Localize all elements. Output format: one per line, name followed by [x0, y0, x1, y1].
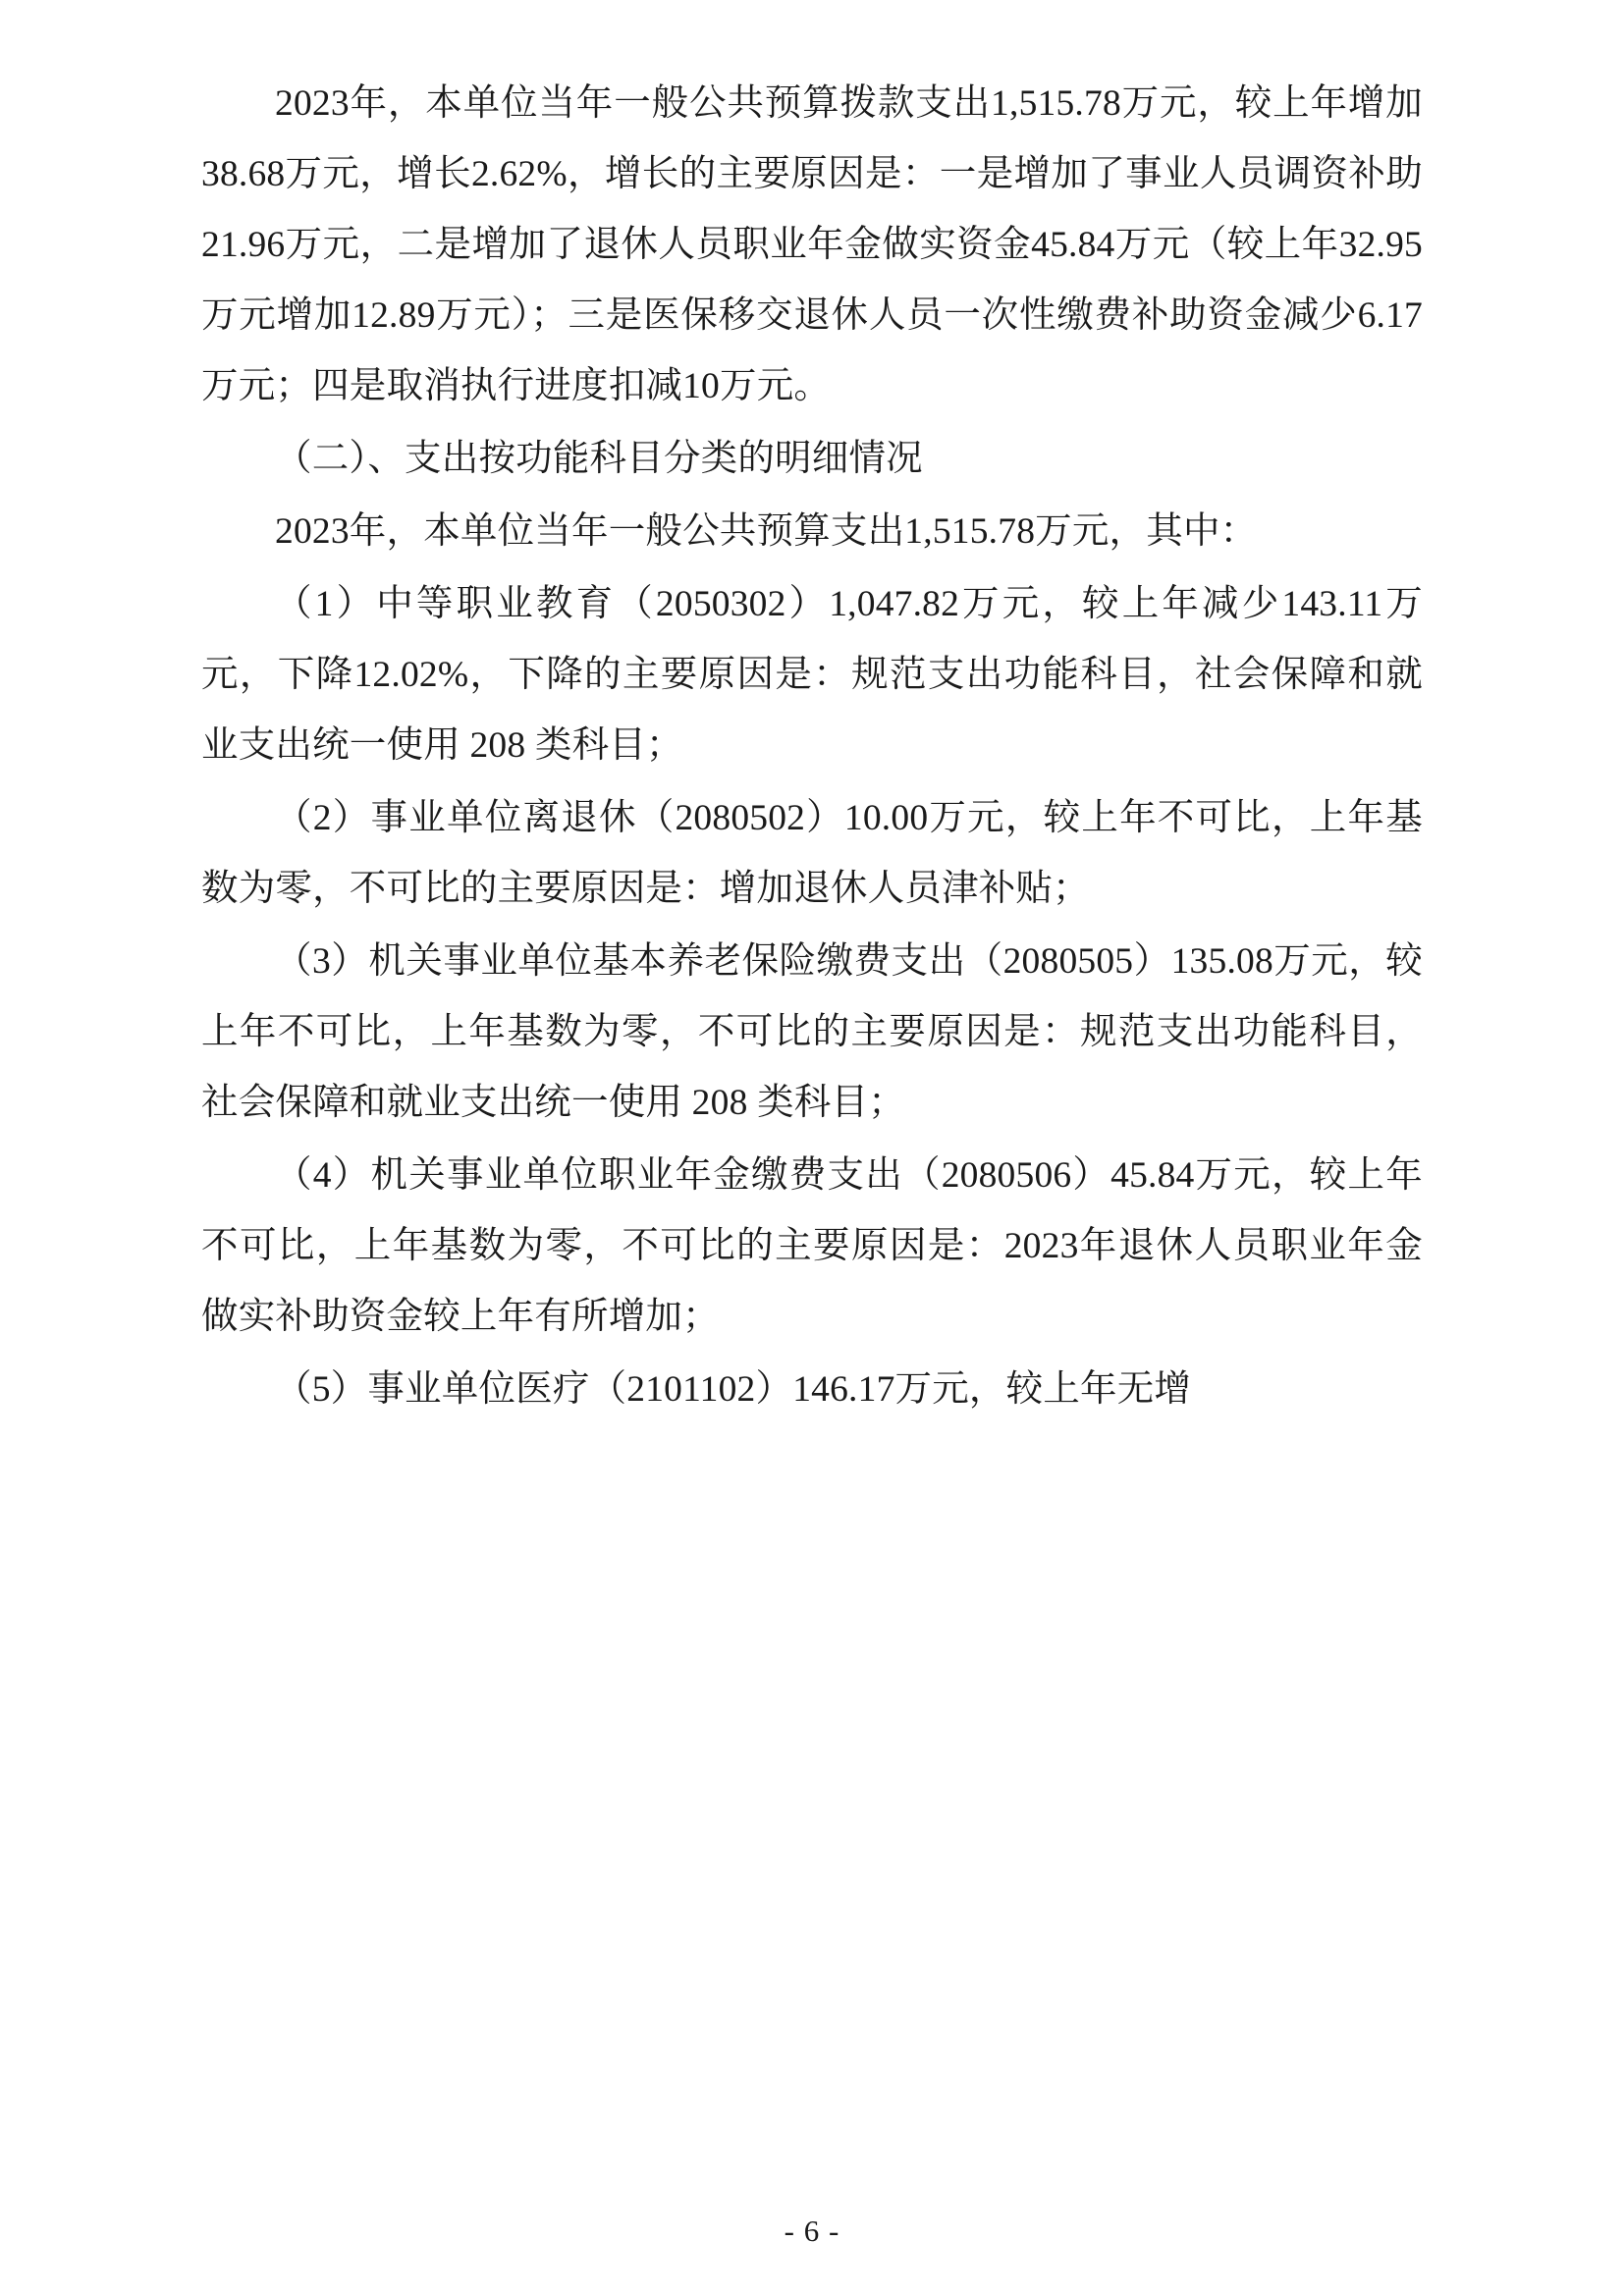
paragraph-item-3: （3）机关事业单位基本养老保险缴费支出（2080505）135.08万元，较上年不可比，上年基数为零，不可比的主要原因是：规范支出功能科目，社会保障和就业支出统一使用 208 类科目；: [201, 941, 1423, 1123]
paragraph-item-1: （1）中等职业教育（2050302）1,047.82万元，较上年减少143.11万元，下降12.02%，下降的主要原因是：规范支出功能科目，社会保障和就业支出统一使用 208 类科目；: [201, 584, 1423, 766]
paragraph-item-5: （5）事业单位医疗（2101102）146.17万元，较上年无增: [275, 1369, 1192, 1410]
paragraph-item-4: （4）机关事业单位职业年金缴费支出（2080506）45.84万元，较上年不可比，上年基数为零，不可比的主要原因是：2023年退休人员职业年金做实补助资金较上年有所增加；: [201, 1155, 1423, 1337]
page-number: - 6 -: [784, 2214, 840, 2248]
paragraph-section-heading-2: （二）、支出按功能科目分类的明细情况: [275, 439, 923, 479]
paragraph-expenditure-total: 2023年，本单位当年一般公共预算支出1,515.78万元，其中：: [275, 511, 1258, 552]
paragraph-item-2: （2）事业单位离退休（2080502）10.00万元，较上年不可比，上年基数为零，不可比的主要原因是：增加退休人员津补贴；: [201, 798, 1423, 909]
document-body: [201, 69, 1423, 1425]
paragraph-budget-expenditure-summary: 2023年，本单位当年一般公共预算拨款支出1,515.78万元，较上年增加38.68万元，增长2.62%，增长的主要原因是：一是增加了事业人员调资补助21.96万元，二是增加了退休人员职业年金做实资金45.84万元（较上年32.95万元增加12.89万元）；三是医保移交退休人员一次性缴费补助资金减少6.17 万元；四是取消执行进度扣减10万元。: [201, 83, 1423, 406]
